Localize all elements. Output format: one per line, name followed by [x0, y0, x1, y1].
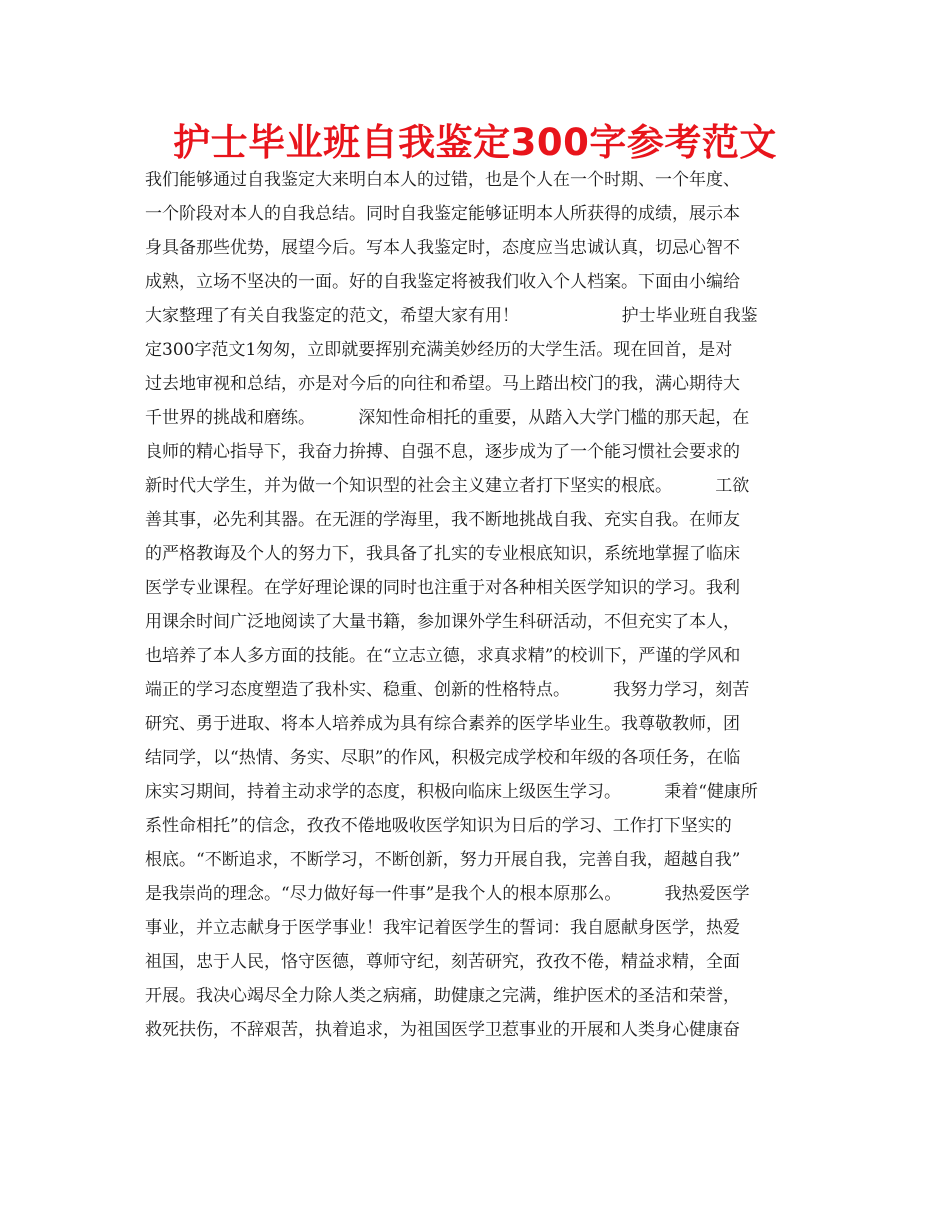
- body-line-10: 新时代大学生，并为做一个知识型的社会主义建立者打下坚实的根底。 工欲: [145, 476, 750, 496]
- body-line-6: 定300字范文1匆匆，立即就要挥别充满美妙经历的大学生活。现在回首，是对: [145, 340, 733, 360]
- body-line-20: 系性命相托”的信念，孜孜不倦地吸收医学知识为日后的学习、工作打下坚实的: [145, 816, 732, 836]
- body-line-7: 过去地审视和总结，亦是对今后的向往和希望。马上踏出校门的我，满心期待大: [145, 374, 740, 394]
- document-title: 护士毕业班自我鉴定300字参考范文: [173, 121, 777, 164]
- body-line-11: 善其事，必先利其器。在无涯的学海里，我不断地挑战自我、充实自我。在师友: [145, 510, 740, 530]
- body-line-8: 千世界的挑战和磨练。 深知性命相托的重要，从踏入大学门槛的那天起，在: [145, 408, 750, 428]
- body-line-19: 床实习期间，持着主动求学的态度，积极向临床上级医生学习。 秉着“健康所: [145, 782, 758, 802]
- body-line-15: 也培养了本人多方面的技能。在“立志立德，求真求精”的校训下，严谨的学风和: [145, 646, 741, 666]
- body-line-24: 祖国，忠于人民，恪守医德，尊师守纪，刻苦研究，孜孜不倦，精益求精，全面: [145, 952, 740, 972]
- body-line-14: 用课余时间广泛地阅读了大量书籍，参加课外学生科研活动，不但充实了本人，: [145, 612, 740, 632]
- body-line-25: 开展。我决心竭尽全力除人类之病痛，助健康之完满，维护医术的圣洁和荣誉，: [145, 986, 740, 1006]
- body-line-3: 身具备那些优势，展望今后。写本人我鉴定时，态度应当忠诚认真，切忌心智不: [145, 238, 740, 258]
- body-line-9: 良师的精心指导下，我奋力拚搏、自强不息，逐步成为了一个能习惯社会要求的: [145, 442, 740, 462]
- body-line-22: 是我崇尚的理念。“尽力做好每一件事”是我个人的根本原那么。 我热爱医学: [145, 884, 750, 904]
- body-line-23: 事业，并立志献身于医学事业！我牢记着医学生的誓词：我自愿献身医学，热爱: [145, 918, 740, 938]
- body-line-12: 的严格教诲及个人的努力下，我具备了扎实的专业根底知识，系统地掌握了临床: [145, 544, 740, 564]
- body-line-21: 根底。“不断追求，不断学习，不断创新，努力开展自我，完善自我，超越自我”: [145, 850, 741, 870]
- body-line-17: 研究、勇于进取、将本人培养成为具有综合素养的医学毕业生。我尊敬教师，团: [145, 714, 740, 734]
- body-line-4: 成熟，立场不坚决的一面。好的自我鉴定将被我们收入个人档案。下面由小编给: [145, 272, 740, 292]
- document-body: [145, 163, 825, 1047]
- body-line-2: 一个阶段对本人的自我总结。同时自我鉴定能够证明本人所获得的成绩，展示本: [145, 204, 740, 224]
- body-line-1: 我们能够通过自我鉴定大来明白本人的过错，也是个人在一个时期、一个年度、: [145, 170, 740, 190]
- body-line-5: 大家整理了有关自我鉴定的范文，希望大家有用！ 护士毕业班自我鉴: [145, 306, 758, 326]
- body-line-18: 结同学，以“热情、务实、尽职”的作风，积极完成学校和年级的各项任务，在临: [145, 748, 741, 768]
- body-line-13: 医学专业课程。在学好理论课的同时也注重于对各种相关医学知识的学习。我利: [145, 578, 740, 598]
- body-line-16: 端正的学习态度塑造了我朴实、稳重、创新的性格特点。 我努力学习，刻苦: [145, 680, 750, 700]
- body-line-26: 救死扶伤，不辞艰苦，执着追求，为祖国医学卫惹事业的开展和人类身心健康奋: [145, 1020, 740, 1040]
